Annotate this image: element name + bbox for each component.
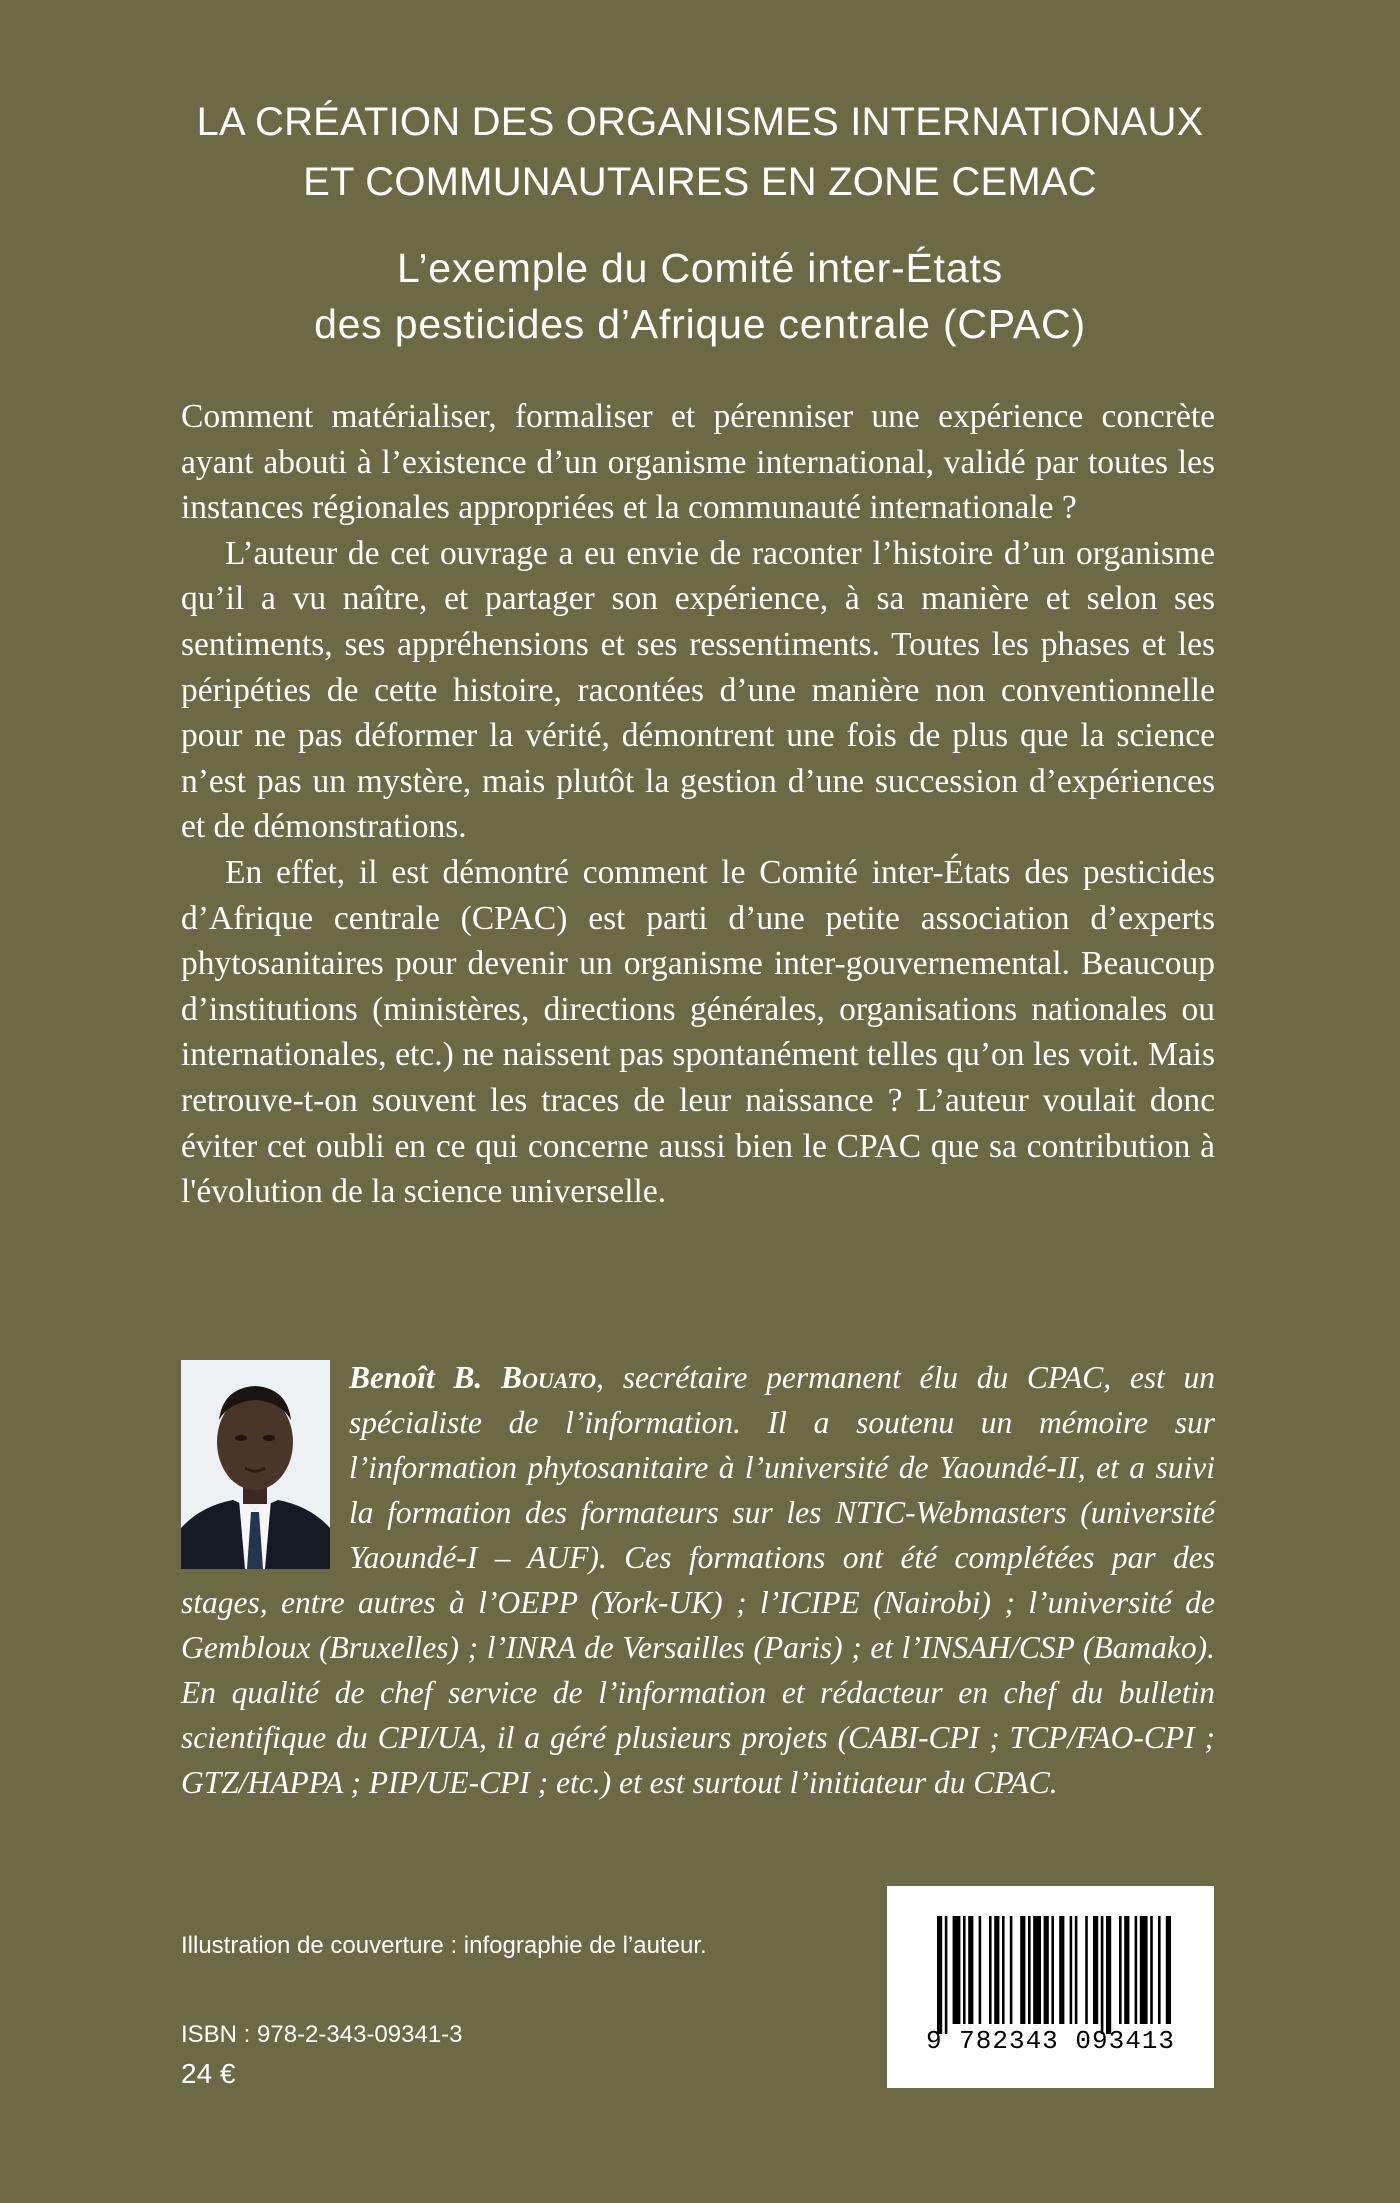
author-first-name: Benoît B.	[349, 1360, 483, 1395]
barcode-bar	[1051, 1916, 1054, 2024]
barcode-bar	[1093, 1916, 1098, 2024]
barcode-bar	[1119, 1916, 1122, 2024]
barcode-bar	[1028, 1916, 1031, 2024]
barcode-bar	[1140, 1916, 1148, 2024]
barcode-bar	[979, 1916, 982, 2024]
barcode-bar	[1044, 1916, 1049, 2024]
barcode-bar	[1106, 1916, 1111, 2034]
barcode-bar	[1075, 1916, 1078, 2024]
book-subtitle	[60, 240, 1340, 352]
book-title	[60, 92, 1340, 212]
barcode-bar	[989, 1916, 992, 2024]
barcode-bar	[1135, 1916, 1138, 2024]
barcode-digits: 9 782343 093413	[925, 2026, 1176, 2056]
barcode-bar	[1059, 1916, 1064, 2024]
barcode	[887, 1886, 1214, 2088]
price: 24 €	[181, 2058, 236, 2089]
barcode-bars	[887, 1886, 1214, 2088]
subtitle-line-1: L’exemple du Comité inter-États	[397, 245, 1003, 291]
barcode-bar	[1002, 1916, 1005, 2024]
barcode-bar	[968, 1916, 973, 2024]
barcode-bar	[1010, 1916, 1013, 2024]
barcode-bar	[1085, 1916, 1088, 2024]
barcode-bar	[1070, 1916, 1073, 2024]
isbn: ISBN : 978-2-343-09341-3	[181, 2021, 463, 2048]
barcode-bar	[1158, 1916, 1161, 2024]
subtitle-line-2: des pesticides d’Afrique centrale (CPAC)	[314, 301, 1086, 347]
barcode-bar	[953, 1916, 961, 2024]
blurb-paragraph-1: Comment matérialiser, formaliser et pérenniser une expérience concrète ayant abouti à l’existence d’un organisme international, validé par toutes les instances régionales appropriées et la communauté internationale ?	[181, 398, 1215, 527]
barcode-bar	[1150, 1916, 1153, 2024]
back-cover-blurb	[181, 394, 1215, 1215]
barcode-bar	[1020, 1916, 1025, 2024]
blurb-paragraph-3: En effet, il est démontré comment le Comité inter-États des pesticides d’Afrique centrale (CPAC) est parti d’une petite association d’experts phytosanitaires pour devenir un organisme inter-gouvernemental. Beaucoup d’institutions (ministères, directions générales, organisations nationales ou internationales, etc.) ne naissent pas spontanément telles qu’on les voit. Mais retrouve-t-on souvent les traces de leur naissance ? L’auteur voulait donc éviter cet oubli en ce qui concerne aussi bien le CPAC que sa contribution à l'évolution de la science universelle.	[181, 853, 1215, 1211]
barcode-bar	[963, 1916, 966, 2024]
author-bio	[181, 1355, 1215, 1805]
title-line-1: LA CRÉATION DES ORGANISMES INTERNATIONAUX	[196, 100, 1204, 144]
blurb-paragraph-2: L’auteur de cet ouvrage a eu envie de raconter l’histoire d’un organisme qu’il a vu naître, et partager son expérience, à sa manière et selon ses sentiments, ses appréhensions et ses ressentiments. Toutes les phases et les péripéties de cette histoire, racontées d’une manière non conventionnelle pour ne pas déformer la vérité, démontrent une fois de plus que la science n’est pas un mystère, mais plutôt la gestion d’une succession d’expériences et de démonstrations.	[181, 534, 1215, 846]
author-last-name: Bouato	[500, 1360, 597, 1395]
barcode-bar	[937, 1916, 942, 2034]
cover-illustration-credit: Illustration de couverture : infographie de l’auteur.	[181, 1932, 707, 1959]
author-bio-text: , secrétaire permanent élu du CPAC, est un spécialiste de l’information. Il a soutenu un mémoire sur l’information phytosanitaire à l’université de Yaoundé-II, et a suivi la formation des formateurs sur les NTIC-Webmasters (université Yaoundé-I – AUF). Ces formations ont été complétées par des stages, entre autres à l’OEPP (York-UK) ; l’ICIPE (Nairobi) ; l’université de Gembloux (Bruxelles) ; l’INRA de Versailles (Paris) ; et l’INSAH/CSP (Bamako). En qualité de chef service de l’information et rédacteur en chef du bulletin scientifique du CPI/UA, il a géré plusieurs projets (CABI-CPI ; TCP/FAO-CPI ; GTZ/HAPPA ; PIP/UE-CPI ; etc.) et est surtout l’initiateur du CPAC.	[181, 1360, 1215, 1800]
barcode-bar	[1033, 1916, 1041, 2024]
barcode-bar	[1101, 1916, 1104, 2034]
barcode-bar	[1124, 1916, 1129, 2024]
barcode-bar	[994, 1916, 999, 2024]
barcode-bar	[945, 1916, 948, 2034]
title-line-2: ET COMMUNAUTAIRES EN ZONE CEMAC	[303, 160, 1097, 204]
barcode-bar	[1166, 1916, 1171, 2024]
